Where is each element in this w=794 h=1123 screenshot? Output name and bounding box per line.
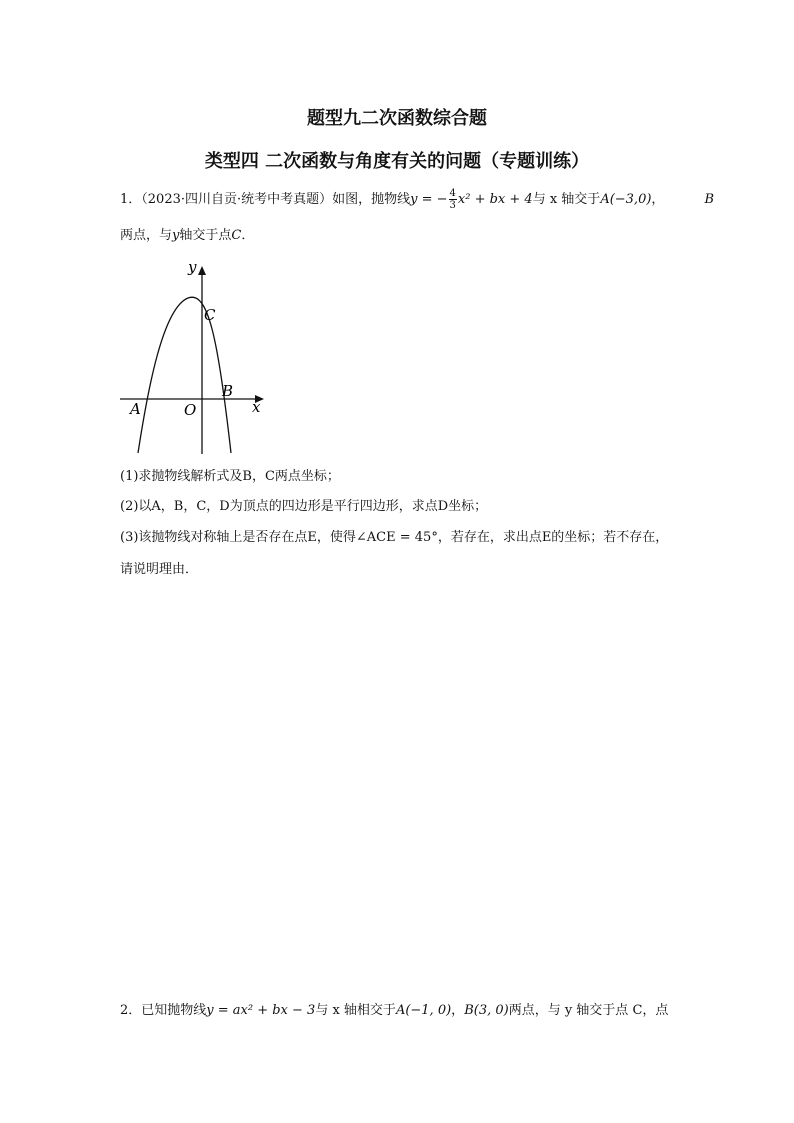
fraction [449,188,457,211]
problem-2-point-b: B(3, 0) [464,1003,509,1018]
line2-var: y [172,228,180,243]
line2-text: 两点，与 [120,228,173,243]
point-a: A(−3,0) [600,192,652,207]
label-x: x [252,398,261,416]
label-c: C [204,306,216,324]
label-y: y [188,258,197,276]
problem-1-statement-cont [120,226,254,246]
problem-1-statement [120,188,714,211]
line2-dot: ． [241,228,255,243]
fraction-numerator: 4 [449,188,456,199]
label-a: A [130,400,141,418]
problem-1-mid: 与 x 轴交于 [532,192,601,207]
equation-rest: x² + bx + 4 [457,192,533,207]
separator: ， [651,192,665,207]
problem-2-rest: 两点，与 y 轴交于点 C，点 [508,1003,669,1018]
equation-lhs: y = − [410,192,448,207]
point-b-label: B [704,192,714,207]
y-axis-arrow [198,266,206,275]
label-b: B [222,382,234,400]
problem-2-equation: y = ax² + bx − 3 [206,1003,316,1018]
label-o: O [184,401,197,419]
parabola-figure [118,258,278,458]
problem-2-sep: ， [451,1003,465,1018]
question-3-cont: 请说明理由． [120,562,199,577]
parabola-curve [138,297,234,453]
section-subtitle: 类型四 二次函数与角度有关的问题（专题训练） [204,151,590,172]
problem-2-point-a: A(−1, 0) [395,1003,452,1018]
fraction-denominator: 3 [449,200,456,211]
section-title: 题型九二次函数综合题 [307,108,487,129]
line2-c: C [231,228,242,243]
question-2: (2)以A，B，C，D为顶点的四边形是平行四边形，求点D坐标； [120,499,488,514]
problem-1-prefix: 1．（2023·四川自贡·统考中考真题）如图，抛物线 [120,192,411,207]
problem-2-prefix: 2．已知抛物线 [120,1003,207,1018]
problem-2-statement [120,1001,668,1021]
question-3: (3)该抛物线对称轴上是否存在点E，使得∠ACE = 45°，若存在，求出点E的坐标；若不存在， [120,530,669,545]
problem-2-mid: 与 x 轴相交于 [315,1003,396,1018]
question-1: (1)求抛物线解析式及B，C两点坐标； [120,469,340,484]
line2-end: 轴交于点 [179,228,232,243]
